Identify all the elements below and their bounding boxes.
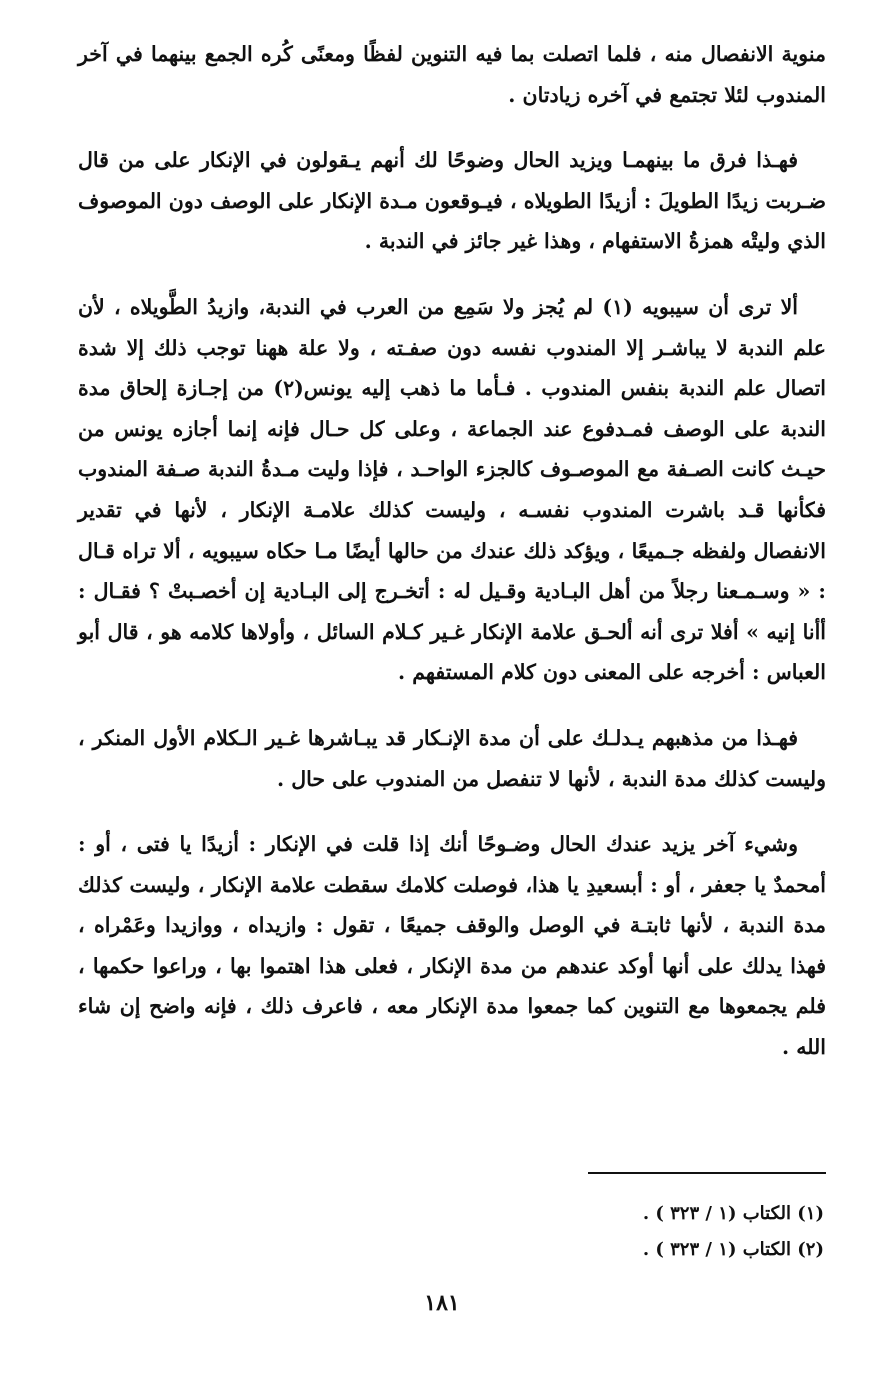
footnotes [324,1196,824,1268]
footnote: (١) الكتاب (١ / ٣٢٣ ) . [642,1203,824,1224]
footnote: (٢) الكتاب (١ / ٣٢٣ ) . [642,1239,824,1260]
paragraph: ألا ترى أن سيبويه (١) لم يُجز ولا سَمِع من العرب في الندبة، وازيدُ الطَّويلاه ، لأن علم الندبة لا يباشـر إلا المندوب نفسه دون صفـته ، ولا علة ههنا توجب ذلك إلا شدة اتصال علم الندبة بنفس المندوب . فـأما ما ذهب إليه يونس(٢) من إجـازة إلحاق مدة الندبة على الوصف فمـدفوع عند الجماعة ، وعلى كل حـال فإنه إنما أجازه يونس من حيـث كانت الصـفة مع الموصـوف كالجزء الواحـد ، فإذا وليت مـدةُ الندبة صـفة المندوب فكأنها قـد باشرت المندوب نفسـه ، وليست كذلك علامـة الإنكار ، لأنها في تقدير الانفصال ولفظه جـميعًا ، ويؤكد ذلك عندك من حالها أيضًا مـا حكاه سيبويه ، ألا تراه قـال : « وسـمـعنا رجلاً من أهل البـادية وقـيل له : أتخـرج إلى البـادية إن أخصـبتْ ؟ فقـال : أأنا إنيه » أفلا ترى أنه ألحـق علامة الإنكار غـير كـلام السائل ، وأولاها كلامه هو ، قال أبو العباس : أخرجه على المعنى دون كلام المستفهم . [78,294,827,685]
page-body [78,34,826,1093]
paragraph: وشيء آخر يزيد عندك الحال وضـوحًا أنك إذا قلت في الإنكار : أزيدًا يا فتى ، أو : أمحمدٌ يا جعفر ، أو : أبسعيدِ يا هذا، فوصلت كلامك سقطت علامة الإنكار ، وليست كذلك مدة الندبة ، لأنها ثابتـة في الوصل والوقف جميعًا ، تقول : وازيداه ، ووازيدا وعَمْراه ، فهذا يدلك على أنها أوكد عندهم من مدة الإنكار ، فعلى هذا اهتموا بها ، وراعوا حكمها ، فلم يجمعوها مع التنوين كما جمعوا مدة الإنكار معه ، فاعرف ذلك ، فإنه واضح إن شاء الله . [78,832,826,1060]
paragraph: فهـذا من مذهبهم يـدلـك على أن مدة الإنـكار قد يبـاشرها غـير الـكلام الأول المنكر ، وليست كذلك مدة الندبة ، لأنها لا تنفصل من المندوب على حال . [78,725,826,791]
footnote-separator [588,1172,826,1174]
paragraph: فهـذا فرق ما بينهمـا ويزيد الحال وضوحًا لك أنهم يـقولون في الإنكار على من قال ضـربت زيدًا الطويلَ : أزيدًا الطويلاه ، فيـوقعون مـدة الإنكار على الوصف دون الموصوف الذي وليتْه همزةُ الاستفهام ، وهذا غير جائز في الندبة . [78,148,826,254]
page-number: ١٨١ [424,1290,460,1316]
paragraph: منوية الانفصال منه ، فلما اتصلت بما فيه التنوين لفظًا ومعنًى كُره الجمع بينهما في آخر المندوب لئلا تجتمع في آخره زيادتان . [78,42,826,107]
